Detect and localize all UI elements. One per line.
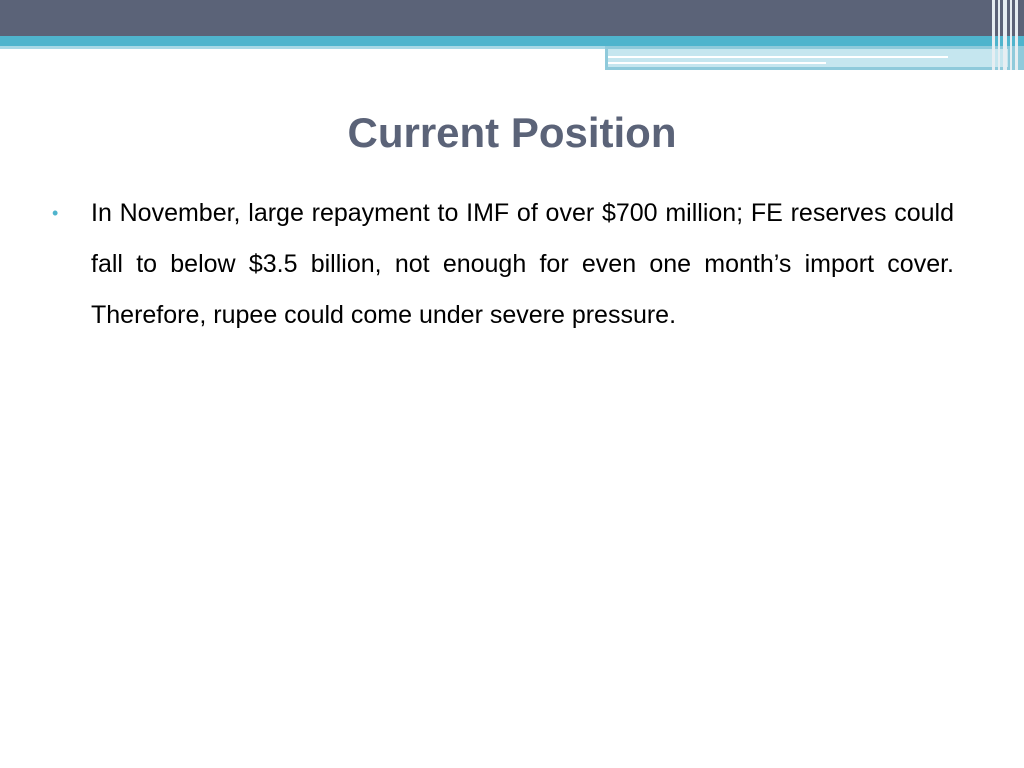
header-right-block-inner	[608, 49, 1008, 67]
accent-band-light	[0, 46, 605, 49]
header-decor-line	[608, 56, 948, 58]
header-stripes-decoration	[990, 0, 1024, 70]
bullet-icon: •	[52, 203, 59, 223]
header-band	[0, 0, 1024, 36]
slide-title: Current Position	[347, 109, 677, 156]
bullet-list	[52, 188, 954, 341]
bullet-text: In November, large repayment to IMF of over $700 million; FE reserves could fall to below $3.5 billion, not enough for even one month’s import cover. Therefore, rupee could come under severe pressure.	[91, 199, 954, 329]
accent-band	[0, 36, 1024, 46]
list-item	[52, 188, 954, 341]
header-decor-line	[608, 62, 826, 64]
